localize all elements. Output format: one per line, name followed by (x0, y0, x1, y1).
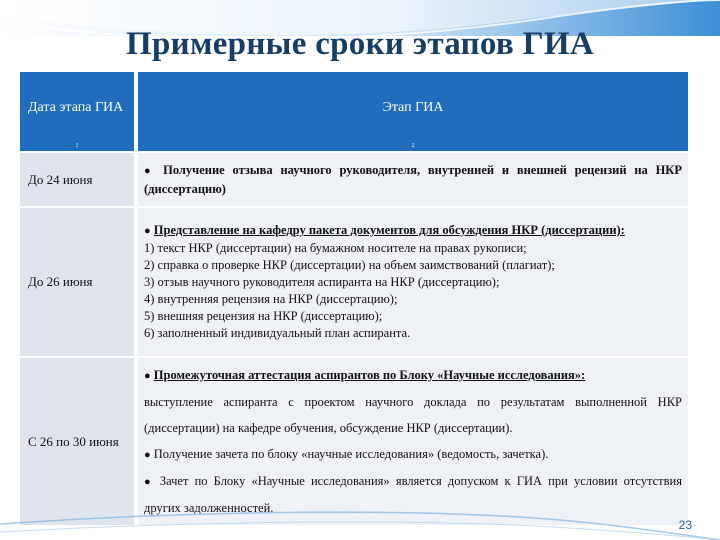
header-stage: Этап ГИА (136, 72, 688, 141)
list-item: 1) текст НКР (диссертации) на бумажном носителе на правах рукописи; (144, 241, 527, 255)
table-header-row (20, 72, 688, 141)
row-stage (136, 152, 688, 207)
stages-table (20, 72, 688, 525)
table-row (20, 152, 688, 207)
bottom-wave-decoration (0, 480, 720, 540)
stage-paragraph: Получение зачета по блоку «научные исследования» (ведомость, зачетка). (153, 447, 549, 461)
stage-paragraph: выступление аспиранта с проектом научного доклада по результатам выполненной НКР (диссертации) на кафедре обучения, обсуждение НКР (диссертации). (144, 395, 682, 435)
stage-heading: Представление на кафедру пакета документов для обсуждения НКР (диссертации): (153, 223, 625, 237)
stage-paragraph: Зачет по Блоку «Научные исследования» является допуском к ГИА при условии отсутствия других задолженностей. (144, 474, 682, 515)
stage-text: Получение отзыва научного руководителя, внутренней и внешней рецензий на НКР (диссертацию) (144, 163, 682, 196)
list-item: 6) заполненный индивидуальный план аспиранта. (144, 326, 411, 340)
stage-heading: Промежуточная аттестация аспирантов по Блоку «Научные исследования»: (153, 368, 586, 382)
page-number: 23 (678, 518, 692, 532)
list-item: 2) справка о проверке НКР (диссертации) на объем заимствований (плагиат); (144, 258, 555, 272)
page-title: Примерные сроки этапов ГИА (126, 26, 594, 62)
row-date: С 26 по 30 июня (20, 357, 136, 525)
bullet-icon: ● (144, 225, 151, 237)
column-number-1: 1 (20, 141, 136, 152)
bullet-icon: ● (144, 476, 154, 488)
row-stage (136, 207, 688, 357)
bullet-icon: ● (144, 449, 151, 461)
column-number-2: 2 (136, 141, 688, 152)
column-number-row (20, 141, 688, 152)
header-date: Дата этапа ГИА (20, 72, 136, 141)
bullet-icon: ● (144, 370, 151, 382)
row-date: До 24 июня (20, 152, 136, 207)
list-item: 5) внешняя рецензия на НКР (диссертацию); (144, 309, 383, 323)
list-item: 4) внутренняя рецензия на НКР (диссертацию); (144, 292, 398, 306)
table-row (20, 207, 688, 357)
bullet-icon: ● (144, 165, 156, 177)
row-date: До 26 июня (20, 207, 136, 357)
list-item: 3) отзыв научного руководителя аспиранта на НКР (диссертацию); (144, 275, 500, 289)
